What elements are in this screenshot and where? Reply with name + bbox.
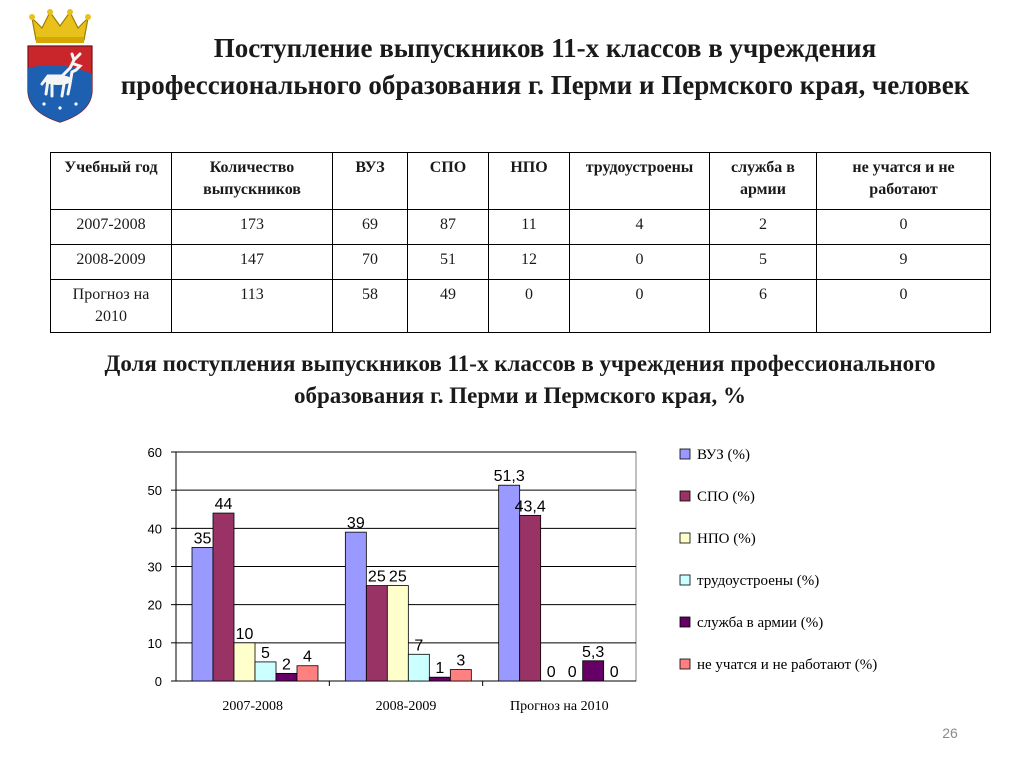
table-cell: 2	[710, 210, 817, 245]
y-tick-label: 10	[147, 635, 162, 651]
table-cell: 6	[710, 280, 817, 333]
legend-swatch	[680, 617, 690, 627]
chart-title: Доля поступления выпускников 11-х классов в учреждения профессионального образования г. Перми и Пермского края, %	[104, 351, 936, 408]
col-header-total: Количество выпускников	[172, 153, 333, 210]
data-label: 5	[261, 644, 270, 662]
bar	[408, 654, 429, 681]
legend-swatch	[680, 659, 690, 669]
x-tick-label: Прогноз на 2010	[510, 699, 609, 714]
col-header-spo: СПО	[408, 153, 489, 210]
legend-swatch	[680, 533, 690, 543]
data-label: 0	[546, 664, 556, 681]
page-title: Поступление выпускников 11-х классов в учреждения профессионального образования г. Перми и Пермского края, человек	[120, 33, 970, 100]
col-header-army: служба в армии	[710, 153, 817, 210]
data-label: 25	[388, 568, 407, 586]
data-label: 39	[346, 515, 365, 533]
data-label: 0	[609, 664, 619, 681]
data-label: 0	[567, 664, 577, 681]
y-tick-label: 20	[147, 597, 162, 613]
bar	[297, 666, 318, 681]
table-cell: 2007-2008	[51, 210, 172, 245]
y-tick-label: 30	[147, 559, 162, 575]
legend-label: НПО (%)	[697, 531, 756, 547]
table-cell: 0	[489, 280, 570, 333]
table-cell: 0	[570, 280, 710, 333]
data-label: 25	[367, 568, 386, 586]
table-cell: 0	[817, 210, 991, 245]
col-header-none: не учатся и не работают	[817, 153, 991, 210]
table-cell: 87	[408, 210, 489, 245]
page-number: 26	[942, 725, 958, 741]
bar	[276, 673, 297, 681]
table-cell: 70	[333, 245, 408, 280]
table-cell: 11	[489, 210, 570, 245]
bar	[450, 670, 471, 681]
bar	[366, 586, 387, 681]
data-label: 5,3	[582, 643, 605, 661]
table-cell: 5	[710, 245, 817, 280]
table-cell: 69	[333, 210, 408, 245]
y-tick-label: 40	[147, 521, 162, 537]
data-label: 10	[235, 625, 254, 643]
table-cell: 49	[408, 280, 489, 333]
table-cell: 51	[408, 245, 489, 280]
bar	[213, 513, 234, 681]
legend-label: трудоустроены (%)	[697, 573, 820, 589]
table-cell: 173	[172, 210, 333, 245]
legend-label: служба в армии (%)	[697, 615, 824, 631]
table-cell: 147	[172, 245, 333, 280]
bar	[255, 662, 276, 681]
legend-label: ВУЗ (%)	[697, 447, 750, 463]
legend-swatch	[680, 575, 690, 585]
col-header-npo: НПО	[489, 153, 570, 210]
x-tick-label: 2008-2009	[375, 699, 437, 714]
data-label: 2	[282, 656, 291, 674]
data-label: 44	[214, 496, 233, 514]
data-label: 4	[303, 648, 312, 666]
table-cell: 9	[817, 245, 991, 280]
col-header-vuz: ВУЗ	[333, 153, 408, 210]
bar	[234, 643, 255, 681]
table-cell: 113	[172, 280, 333, 333]
bar	[429, 677, 450, 681]
table-cell: 0	[817, 280, 991, 333]
table-cell: 12	[489, 245, 570, 280]
data-label: 3	[456, 652, 466, 670]
data-label: 7	[414, 637, 424, 655]
bar	[192, 547, 213, 681]
legend-swatch	[680, 449, 690, 459]
table-cell: 2008-2009	[51, 245, 172, 280]
bar	[345, 532, 366, 681]
col-header-year: Учебный год	[51, 153, 172, 210]
bar	[387, 586, 408, 681]
legend-label: СПО (%)	[697, 489, 755, 505]
data-label: 51,3	[493, 468, 525, 486]
data-label: 43,4	[514, 498, 546, 516]
table-cell: 58	[333, 280, 408, 333]
legend-swatch	[680, 491, 690, 501]
col-header-employed: трудоустроены	[570, 153, 710, 210]
y-tick-label: 50	[147, 483, 162, 499]
y-tick-label: 0	[154, 674, 162, 689]
data-label: 1	[435, 660, 445, 678]
legend-label: не учатся и не работают (%)	[697, 657, 878, 673]
bar	[583, 661, 604, 681]
table-cell: 0	[570, 245, 710, 280]
y-tick-label: 60	[147, 445, 162, 460]
x-tick-label: 2007-2008	[222, 699, 284, 714]
data-label: 35	[193, 530, 212, 548]
table-cell: Прогноз на 2010	[51, 280, 172, 333]
table-cell: 4	[570, 210, 710, 245]
bar	[520, 515, 541, 681]
